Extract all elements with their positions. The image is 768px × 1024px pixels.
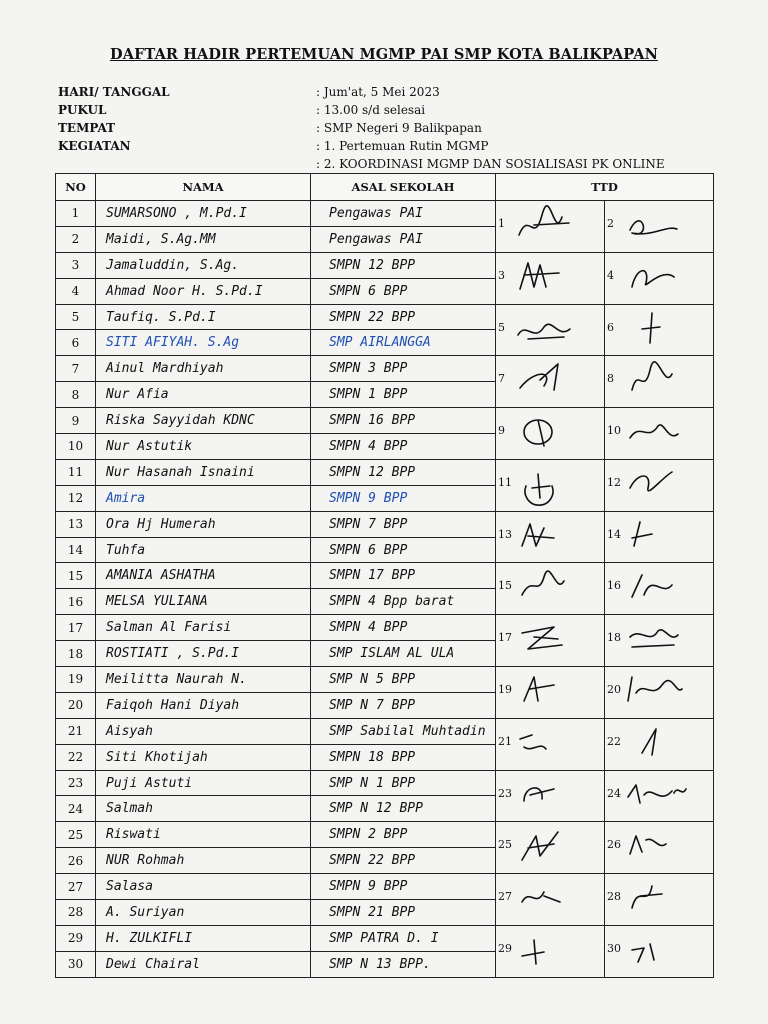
row-number: 28 [56, 900, 96, 926]
signature-divider [604, 356, 605, 407]
row-number: 24 [56, 796, 96, 822]
participant-school: SMPN 22 BPP [311, 304, 496, 330]
info-label: TEMPAT [58, 121, 116, 135]
signature-cell [496, 252, 714, 304]
row-number: 4 [56, 278, 96, 304]
handwritten-signature [514, 878, 584, 920]
participant-name: Riswati [96, 822, 311, 848]
participant-name: Nur Hasanah Isnaini [96, 459, 311, 485]
row-number: 12 [56, 485, 96, 511]
row-number: 2 [56, 226, 96, 252]
signature-number: 2 [607, 217, 614, 230]
row-number: 3 [56, 252, 96, 278]
table-row [56, 822, 714, 848]
table-row [56, 925, 714, 951]
info-label: KEGIATAN [58, 139, 131, 153]
signature-number: 5 [498, 320, 505, 334]
row-number: 16 [56, 589, 96, 615]
row-number: 1 [56, 201, 96, 227]
row-number: 8 [56, 382, 96, 408]
participant-name: ROSTIATI , S.Pd.I [96, 641, 311, 667]
signature-number: 8 [607, 372, 614, 386]
participant-school: SMPN 18 BPP [311, 744, 496, 770]
signature-cell [496, 615, 714, 667]
participant-school: SMPN 4 BPP [311, 615, 496, 641]
table-row [56, 356, 714, 382]
handwritten-signature [514, 309, 584, 351]
attendance-sheet [55, 173, 715, 972]
participant-name: Aisyah [96, 718, 311, 744]
participant-school: SMPN 12 BPP [311, 459, 496, 485]
participant-school: Pengawas PAI [311, 226, 496, 252]
participant-school: SMP N 13 BPP. [311, 951, 496, 977]
handwritten-signature [622, 826, 692, 868]
signature-number: 16 [607, 579, 621, 593]
signature-number: 29 [498, 941, 512, 955]
participant-school: SMPN 9 BPP [311, 485, 496, 511]
signature-number: 26 [607, 838, 621, 852]
participant-name: Amira [96, 485, 311, 511]
signature-number: 17 [498, 631, 512, 645]
row-number: 17 [56, 615, 96, 641]
participant-school: SMP Sabilal Muhtadin [311, 718, 496, 744]
participant-name: Salmah [96, 796, 311, 822]
handwritten-signature [622, 516, 692, 558]
table-row [56, 459, 714, 485]
signature-cell [496, 822, 714, 874]
handwritten-signature [622, 205, 692, 247]
handwritten-signature [622, 360, 692, 402]
signature-cell [496, 925, 714, 977]
table-row [56, 201, 714, 227]
signature-number: 27 [498, 890, 512, 904]
signature-number: 13 [498, 527, 512, 541]
signature-number: 23 [498, 786, 512, 800]
info-value: : 1. Pertemuan Rutin MGMP [316, 139, 489, 153]
signature-number: 24 [607, 786, 621, 800]
row-number: 20 [56, 692, 96, 718]
table-row [56, 563, 714, 589]
handwritten-signature [514, 567, 584, 609]
participant-school: SMP N 12 BPP [311, 796, 496, 822]
participant-school: SMPN 3 BPP [311, 356, 496, 382]
participant-school: SMP N 5 BPP [311, 667, 496, 693]
signature-divider [604, 926, 605, 977]
participant-name: MELSA YULIANA [96, 589, 311, 615]
signature-cell [496, 874, 714, 926]
table-row [56, 770, 714, 796]
signature-number: 3 [498, 268, 505, 282]
row-number: 23 [56, 770, 96, 796]
handwritten-signature [514, 619, 584, 661]
signature-cell [496, 201, 714, 253]
participant-name: Jamaluddin, S.Ag. [96, 252, 311, 278]
handwritten-signature [622, 567, 692, 609]
participant-school: SMPN 6 BPP [311, 278, 496, 304]
participant-name: Nur Astutik [96, 434, 311, 460]
info-row-time [58, 103, 718, 121]
handwritten-signature [622, 930, 692, 972]
attendance-table [55, 173, 714, 978]
participant-name: Tuhfa [96, 537, 311, 563]
participant-name: Maidi, S.Ag.MM [96, 226, 311, 252]
signature-number: 18 [607, 631, 621, 645]
participant-school: SMPN 12 BPP [311, 252, 496, 278]
info-row-activity [58, 139, 718, 157]
info-row-place [58, 121, 718, 139]
header-no: NO [56, 174, 96, 201]
participant-name: Ainul Mardhiyah [96, 356, 311, 382]
handwritten-signature [514, 205, 584, 247]
signature-number: 1 [498, 217, 505, 230]
participant-school: SMPN 4 Bpp barat [311, 589, 496, 615]
participant-name: SUMARSONO , M.Pd.I [96, 201, 311, 227]
signature-divider [604, 201, 605, 252]
signature-divider [604, 512, 605, 563]
signature-cell [496, 356, 714, 408]
signature-divider [604, 563, 605, 614]
participant-school: SMP N 7 BPP [311, 692, 496, 718]
header-asal-sekolah: ASAL SEKOLAH [311, 174, 496, 201]
participant-school: SMPN 1 BPP [311, 382, 496, 408]
signature-number: 14 [607, 527, 621, 541]
handwritten-signature [622, 619, 692, 661]
signature-divider [604, 615, 605, 666]
participant-name: Salman Al Farisi [96, 615, 311, 641]
row-number: 19 [56, 667, 96, 693]
participant-school: SMP ISLAM AL ULA [311, 641, 496, 667]
signature-number: 4 [607, 268, 614, 282]
table-row [56, 718, 714, 744]
row-number: 26 [56, 848, 96, 874]
row-number: 25 [56, 822, 96, 848]
signature-cell [496, 459, 714, 511]
table-row [56, 408, 714, 434]
document-title: DAFTAR HADIR PERTEMUAN MGMP PAI SMP KOTA BALIKPAPAN [110, 46, 658, 63]
table-row [56, 874, 714, 900]
participant-school: SMPN 22 BPP [311, 848, 496, 874]
participant-name: Puji Astuti [96, 770, 311, 796]
info-value: : Jum'at, 5 Mei 2023 [316, 85, 440, 99]
signature-number: 21 [498, 734, 512, 748]
participant-school: SMPN 2 BPP [311, 822, 496, 848]
participant-name: Ora Hj Humerah [96, 511, 311, 537]
participant-name: SITI AFIYAH. S.Ag [96, 330, 311, 356]
info-value: : SMP Negeri 9 Balikpapan [316, 121, 482, 135]
signature-divider [604, 874, 605, 925]
handwritten-signature [622, 257, 692, 299]
signature-divider [604, 667, 605, 718]
signature-divider [604, 822, 605, 873]
row-number: 13 [56, 511, 96, 537]
participant-name: NUR Rohmah [96, 848, 311, 874]
signature-divider [604, 408, 605, 459]
handwritten-signature [514, 930, 584, 972]
signature-divider [604, 253, 605, 304]
table-row [56, 667, 714, 693]
table-row [56, 511, 714, 537]
participant-school: SMP AIRLANGGA [311, 330, 496, 356]
row-number: 27 [56, 874, 96, 900]
info-value: : 2. KOORDINASI MGMP DAN SOSIALISASI PK ONLINE [316, 157, 665, 171]
handwritten-signature [622, 464, 692, 506]
signature-number: 15 [498, 579, 512, 593]
signature-number: 30 [607, 941, 621, 955]
handwritten-signature [622, 878, 692, 920]
signature-number: 6 [607, 320, 614, 334]
info-label: PUKUL [58, 103, 107, 117]
participant-school: SMP N 1 BPP [311, 770, 496, 796]
handwritten-signature [622, 671, 692, 713]
participant-school: Pengawas PAI [311, 201, 496, 227]
row-number: 6 [56, 330, 96, 356]
row-number: 21 [56, 718, 96, 744]
handwritten-signature [514, 826, 584, 868]
handwritten-signature [514, 671, 584, 713]
participant-school: SMPN 16 BPP [311, 408, 496, 434]
signature-divider [604, 305, 605, 356]
handwritten-signature [622, 412, 692, 454]
participant-school: SMPN 7 BPP [311, 511, 496, 537]
signature-cell [496, 667, 714, 719]
header-nama: NAMA [96, 174, 311, 201]
signature-number: 10 [607, 424, 621, 438]
table-row [56, 615, 714, 641]
row-number: 15 [56, 563, 96, 589]
row-number: 18 [56, 641, 96, 667]
handwritten-signature [514, 360, 584, 402]
row-number: 14 [56, 537, 96, 563]
table-header-row [56, 174, 714, 201]
signature-number: 11 [498, 475, 512, 489]
participant-school: SMPN 4 BPP [311, 434, 496, 460]
handwritten-signature [622, 309, 692, 351]
handwritten-signature [514, 723, 584, 765]
signature-cell [496, 718, 714, 770]
row-number: 29 [56, 925, 96, 951]
row-number: 10 [56, 434, 96, 460]
participant-school: SMPN 6 BPP [311, 537, 496, 563]
participant-school: SMPN 9 BPP [311, 874, 496, 900]
signature-number: 7 [498, 372, 505, 386]
signature-divider [604, 771, 605, 822]
info-row-date [58, 85, 718, 103]
participant-school: SMP PATRA D. I [311, 925, 496, 951]
participant-name: Faiqoh Hani Diyah [96, 692, 311, 718]
row-number: 22 [56, 744, 96, 770]
signature-number: 25 [498, 838, 512, 852]
signature-number: 20 [607, 683, 621, 697]
participant-name: H. ZULKIFLI [96, 925, 311, 951]
signature-number: 22 [607, 734, 621, 748]
signature-cell [496, 408, 714, 460]
info-label: HARI/ TANGGAL [58, 85, 170, 99]
participant-name: Ahmad Noor H. S.Pd.I [96, 278, 311, 304]
meeting-info [58, 85, 718, 175]
header-ttd: TTD [496, 174, 714, 201]
signature-number: 12 [607, 475, 621, 489]
info-value: : 13.00 s/d selesai [316, 103, 426, 117]
row-number: 7 [56, 356, 96, 382]
handwritten-signature [622, 723, 692, 765]
signature-cell [496, 770, 714, 822]
participant-name: A. Suriyan [96, 900, 311, 926]
handwritten-signature [514, 257, 584, 299]
signature-divider [604, 460, 605, 511]
handwritten-signature [622, 775, 692, 817]
row-number: 5 [56, 304, 96, 330]
signature-cell [496, 511, 714, 563]
participant-name: AMANIA ASHATHA [96, 563, 311, 589]
participant-name: Meilitta Naurah N. [96, 667, 311, 693]
participant-name: Nur Afia [96, 382, 311, 408]
signature-number: 28 [607, 890, 621, 904]
handwritten-signature [514, 516, 584, 558]
handwritten-signature [514, 464, 584, 506]
row-number: 11 [56, 459, 96, 485]
handwritten-signature [514, 775, 584, 817]
row-number: 9 [56, 408, 96, 434]
participant-name: Salasa [96, 874, 311, 900]
signature-number: 19 [498, 683, 512, 697]
participant-name: Taufiq. S.Pd.I [96, 304, 311, 330]
table-row [56, 252, 714, 278]
signature-cell [496, 304, 714, 356]
signature-cell [496, 563, 714, 615]
handwritten-signature [514, 412, 584, 454]
participant-name: Siti Khotijah [96, 744, 311, 770]
participant-name: Riska Sayyidah KDNC [96, 408, 311, 434]
signature-number: 9 [498, 424, 505, 438]
table-row [56, 304, 714, 330]
participant-name: Dewi Chairal [96, 951, 311, 977]
signature-divider [604, 719, 605, 770]
row-number: 30 [56, 951, 96, 977]
participant-school: SMPN 17 BPP [311, 563, 496, 589]
participant-school: SMPN 21 BPP [311, 900, 496, 926]
